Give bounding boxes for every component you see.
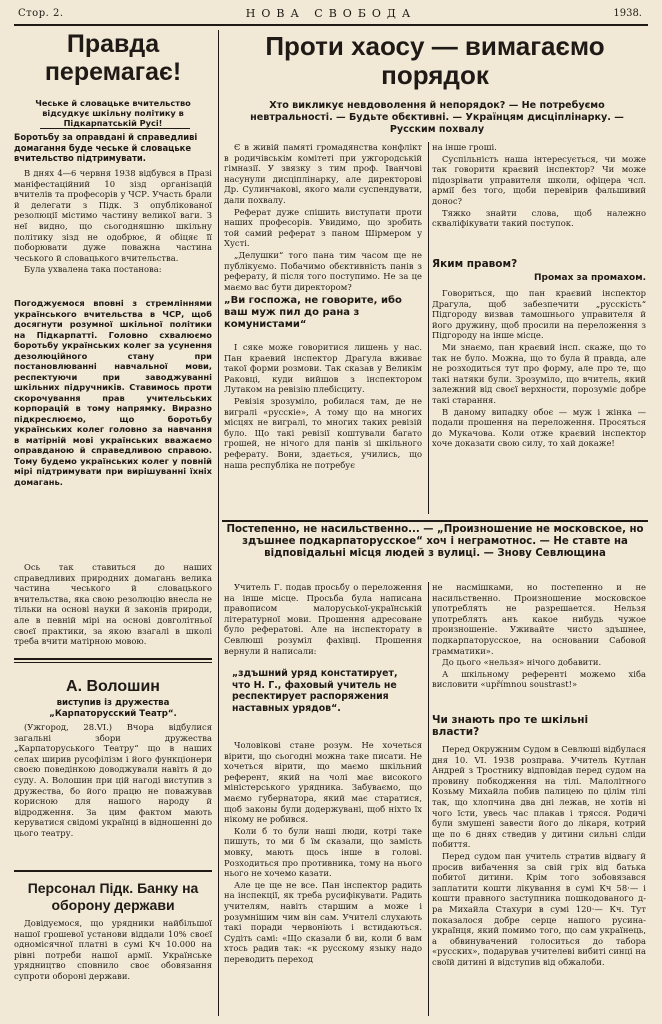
paragraph: не насмішками, но постепенно и не насильственно. Произношение московское употреблять не разрешается. Нельзя употреблять анъ какое нибудь чужое произношеніе. Уживайте чисто здъшнее, подкарпаторусское, на основании Сабовой грамматики». [432, 582, 646, 656]
main-body-col2-b [224, 342, 422, 471]
paragraph: Чоловікові стане розум. Не хочеться вірити, що сьогодні можна таке писати. Не хочеться вірити, що маємо шкільний референт, який на чолі має високого міністерського урядника. Забуваємо, що маємо губернатора, який має старатися, щоб законы були додержувані, щоб ніхто їх нікому не робився. [224, 740, 422, 825]
divider [40, 128, 190, 129]
main-subtitle: Хто викликує невдоволення й непорядок? — Не потребуємо невтральності. — Будьте обєктивні. — Українцям дисціплінарку. — Русским похвалу [250, 100, 624, 135]
paragraph: Ось так ставиться до наших справедливих природних домагань велика частина чеського й словацького вчительства, яка свою резолюцію внесла не тільки на основі науки й законів природи, але в певній мірі на основі довголітньої своєї практики, за якою взагалі в школі треба вчити матірною мовою. [14, 562, 212, 647]
masthead: НОВА СВОБОДА [245, 7, 417, 20]
main-body-col3 [432, 142, 646, 230]
paragraph: Тяжко знайти слова, щоб належно скваліфікувати такий поступок. [432, 207, 646, 229]
column-separator [218, 30, 219, 1016]
article-title-pravda: Правда перемагає! [44, 30, 182, 86]
paragraph: Говориться, що пан краєвий інспектор Драгула, щоб забезпечити „русскість“ Підгороду визвав тамошнього управителя й його дружину, щоб просили на переложення з Підгороду на інше місце. [432, 288, 646, 341]
section-heading-pravom: Яким правом? [432, 258, 518, 270]
divider [14, 870, 212, 872]
article-body-voloshyn [14, 722, 212, 840]
paragraph: А шкільному референті можемо хіба висловити «upřímnou soustrast!» [432, 668, 646, 690]
paragraph: Довідуємося, що урядники найбільшої нашої грошевої установи віддали 10% своєї одномісячної платні в сумі Кч 10.000 на рівні потреби нашої армії. Українське урядництво сповнило своє обовязання супроти обороні держави. [14, 918, 212, 981]
paragraph: Ревізія зрозуміло, робилася там, де не вигралі «русскіе», А тому що на многих місцях не вигралі, то многих таких ревізій було. Що такі ревізії коштували багато грошей, не нічого для панів зі шкільного реферату. Вони, здається, учились, що наша республіка не потребує [224, 395, 422, 470]
paragraph: на інше гроші. [432, 142, 497, 152]
quote-official: „здъшний уряд констатирует, что Н. Г., фаховый учитель не респектирует распоряжения наставных урядов“. [232, 668, 398, 714]
paragraph: Коли б то були наші люди, котрі таке пишуть, то ми б їм сказали, що замість мовку, мають щось інше в голові. Розходиться про противника, тому на нього нього не хочемо казати. [224, 825, 422, 879]
main-title: Проти хаосу — вимагаємо порядок [265, 31, 605, 90]
article-body-col3-lower-b [432, 744, 646, 968]
paragraph: В даному випадку обоє — муж і жінка — подали прошення на переложення. Просяться до Мукачова. Коли отже краєвий інспектор хоче доказати свою силу, то хай докаже! [432, 406, 646, 449]
paragraph: Реферат дуже спішить виступати проти наших професорів. Увидимо, що зробить той самий реферат з паном Шірмером у Хусті. [224, 206, 422, 249]
article-title-voloshyn: А. Волошин [66, 678, 160, 695]
article-body-bank [14, 918, 212, 983]
paragraph: Суспільність наша інтересується, чи може так говорити краєвий інспектор? Чи може підозрівати управителя школи, офіцера чсл. армії без того, щоби перевірив фальшивий донос? [432, 153, 646, 206]
paragraph: До цього «нельзя» нічого добавити. [442, 657, 602, 668]
column-separator [428, 582, 429, 1016]
paragraph: Перед судом пан учитель стратив відвагу й просив вибачення за свій гріх від батька побитої дитини. Крім того зобовязався заплатити кошти лікування в сумі Кч 58·— і кошти правного заступника пошкодованого д-ра Михайла Стахури в сумі 120·— Кч. Тут показалося добре серце нашого русина-українця, який помимо того, що сам українець, а обвинувачений голоситься до табора «русских», подарував учителеві вибиті синці на своїй дитині й відступив від обжалоби. [432, 850, 646, 967]
paragraph: Є в живій памяті громадянства конфлікт в родичівськім комітеті при ужгородській гімназії. У звязку з тим проф. Іванчові насунули дисціплінарку, але директорові Др. Сулинчакові, якого мали суспендувати, дали похвалу. [224, 142, 422, 205]
article-body-pravda-end [14, 562, 212, 648]
paragraph: І сяке може говоритися лишень у нас. Пан краевий інспектор Драгула вживає такої форми розмови. Так сказав у Великім Раковці, куди вийшов з інспектором Лутаком на ревізію плебісциту. [224, 342, 422, 395]
article-body-col2-lower-b [224, 740, 422, 965]
article-title-bank: Персонал Підк. Банку на оборону держави [27, 880, 199, 913]
divider [14, 662, 212, 663]
quote-heading: „Ви госпожа, не говорите, ибо ваш муж пил до рана з комунистами“ [224, 295, 402, 330]
main-body-col2 [224, 142, 422, 293]
paragraph: Ми знаємо, пан краєвий інсп. скаже, що то так не було. Можна, що то була й правда, але не розходиться тут про форму, але про те, що такі натяки були. Зрозуміло, що вчитель, який залежний від своєї верхности, порозуміє добре такі старання. [432, 341, 646, 405]
year: 1938. [613, 8, 642, 19]
resolution-text: Погоджуємося вповні з стремлiннями українського вчительства в ЧСР, щоб досягнути розумної шкільної політики на Підкарпатті. Головно схвалюємо боротьбу українських колег за усунення дезолюційного стану при постановлюванні навчальної мови, респектуючи при заводжуванні шкільних підручників. Ставимось проти скорочування прав учительських корпорацій в тому напрямку. Виразно підкреслюємо, що боротьбу українських колег головно за навчання в матірній мові українських вважаємо оправданою й справедливою справою. Тому будемо українських колег у повній мірі підтримувати при вирішуванні їхніх домагань. [14, 298, 212, 487]
section-heading-vlasti: Чи знають про те шкільні власти? [432, 714, 589, 738]
paragraph: Учитель Г. подав просьбу о переложення на інше місце. Просьба була написана правописом малоруської-українській літературної мови. Прошення адресоване було рефератові. Але на інспекторату в Севлюші розуміл фахівці. Прошення вернули й написали: [224, 582, 422, 656]
article-lead-pravda: Боротьбу за оправдані й справедливі домагання буде чеське й словацьке вчительство підтримувати. [14, 132, 198, 164]
paragraph: (Ужгород, 28.VI.) Вчора відбулися загальні збори дружества „Карпаторуського Театру“ що в наших селах ширив русофілізм і його функціонери своєю поведінкою доводжували навіть й до суду. А. Волошин при цій нагоді виступив з дружества, бо його працю не поважував корисною для нашого народу й відродження. За цим фактом мають керуватися свідомі українці в відношенні до цього театру. [14, 722, 212, 838]
paragraph: Була ухвалена така постанова: [24, 264, 162, 275]
article-body-col2-lower [224, 582, 422, 657]
section-subheading: Промах за промахом. [534, 273, 646, 283]
header-rule [14, 24, 648, 26]
article-body-pravda [14, 168, 212, 276]
divider [14, 658, 212, 660]
page-number: Стор. 2. [18, 8, 64, 19]
main-body-col3-b [432, 288, 646, 450]
paragraph: Перед Окружним Судом в Севлюші відбулася дня 10. VI. 1938 розправа. Учитель Кутлан Андрей з Тростнику відповідав перед судом на провину побкодження на тілі. Малолітного Козьму Михайла побив палицею по цілім тілі так, що хлопчина два дні лежав, не хотів ні чого їсти, увесь час плакав і трясся. Родичі були змушені завести його до лікаря, котрий ще по 6 днях стведив у дитини сильні сліди побиття. [432, 744, 646, 850]
divider [222, 520, 648, 522]
column-separator [428, 142, 429, 514]
paragraph: В днях 4—6 червня 1938 відбувся в Празі манiфестаційний 10 зізд організацій вчителів та професорів у ЧСР. Участь брали й делегати з Підк. З опублікованої резолюції містимо частину великої ваги. З неї видно, що сьогодняшню шкільну політику зізд не одобрює, й обіцяє її поборювати дуже поважна частина чеського й словацького вчительства. [14, 168, 212, 263]
paragraph: „Делушки“ того пана тим часом ще не публікуємо. Побачимо обєктивність панів з реферату, й після того поступимо. Не за це маємо вас бути директором? [224, 249, 422, 292]
article-title-postepenno: Постепенно, не насильственно... — „Произношение не московское, но здъшнее подкарпаторусское“ хоч і неграмотнос. — Не ставте на відповідальні місця людей з вулиці. — Знову Севлющина [226, 524, 644, 559]
article-subtitle-pravda: Чеське й словацьке вчительство відсудкує шкільну політику в Підкарпатській Русі! [35, 98, 191, 128]
article-body-col3-lower [432, 582, 646, 691]
article-subtitle-voloshyn: виступив із дружества „Карпаторусский Театр“. [49, 698, 177, 719]
page-header [0, 0, 662, 26]
paragraph: Але це ще не все. Пан інспектор радить на інспекції, як треба русифікувати. Радить учителям, навіть старшим а може і розумнішим чим він сам. Учителі слухають такі поради червоніють і встидаються. Судіть самі: «Що сказали б ви, коли б вам хтось радив так: «к русскому языку надо переводить переход [224, 879, 422, 964]
